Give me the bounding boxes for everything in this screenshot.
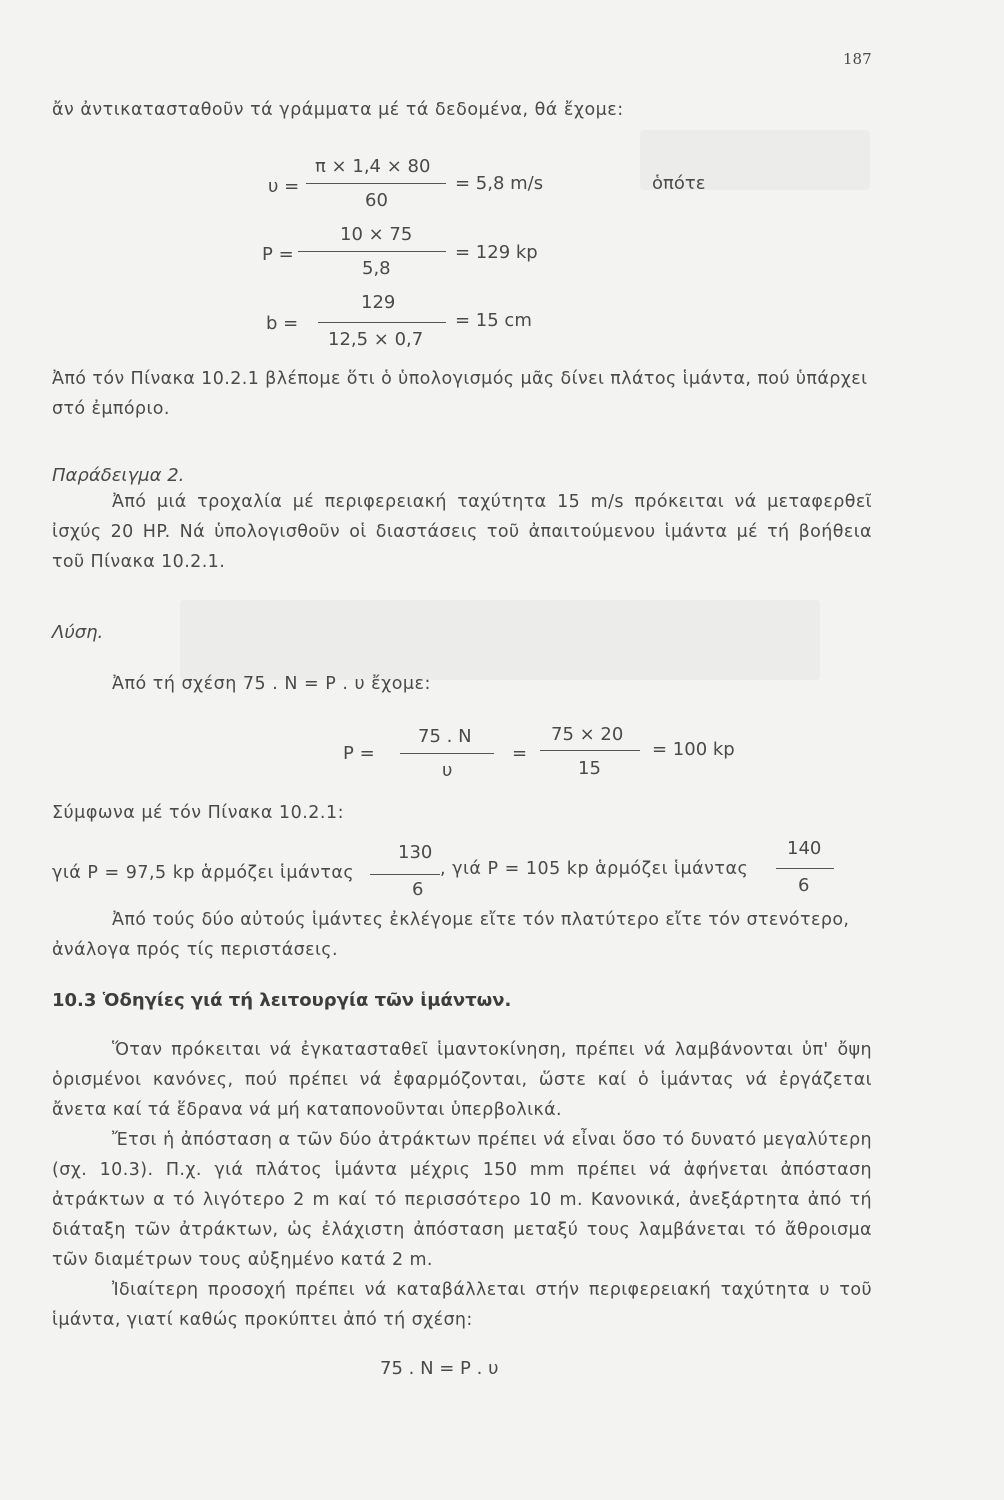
formula-u-denominator: 60 [365,190,388,211]
bleed-through-artifact [180,600,820,680]
choice-text: Ἀπό τούς δύο αὐτούς ἱμάντες ἐκλέγομε εἴτε τόν πλατύτερο εἴτε τόν στενότερο, ἀνάλογα πρός τίς περιστάσεις. [52,910,850,960]
formula-u-lhs: υ = [268,176,300,197]
paragraph-table-result [52,364,872,424]
example-paragraph [52,487,872,577]
formula-p-denominator: 5,8 [362,258,391,279]
fit-frac1-num: 130 [398,842,433,863]
fit-frac2-num: 140 [787,838,822,859]
solution-intro: Ἀπό τή σχέση 75 . N = P . υ ἔχομε: [112,674,431,694]
speed-text: Ἰδιαίτερη προσοχή πρέπει νά καταβάλλεται στήν περιφερειακή ταχύτητα υ τοῦ ἱμάντα, γιατί καθώς προκύπτει ἀπό τή σχέση: [52,1280,872,1330]
formula-b-lhs: b = [266,313,299,334]
formula-u-result: = 5,8 m/s [455,173,544,194]
final-formula: 75 . N = P . υ [380,1358,499,1379]
according-text: Σύμφωνα μέ τόν Πίνακα 10.2.1: [52,803,344,823]
formula-p2-den2: 15 [578,758,601,779]
example-title: Παράδειγμα 2. [52,465,185,486]
fit-line-part1: γιά P = 97,5 kp ἁρμόζει ἱμάντας [52,863,355,883]
formula-p2-den1: υ [442,760,453,781]
formula-u-note: ὁπότε [652,173,706,194]
distance-paragraph [52,1125,872,1275]
rules-paragraph [52,1035,872,1125]
page-number: 187 [843,50,872,68]
fraction-bar [400,753,494,754]
fit-frac2-den: 6 [798,875,810,896]
intro-text: ἄν ἀντικατασταθοῦν τά γράμματα μέ τά δεδομένα, θά ἔχομε: [52,100,624,120]
formula-u-numerator: π × 1,4 × 80 [315,156,431,177]
solution-title: Λύση. [52,622,104,643]
fraction-bar [306,183,446,184]
formula-b-result: = 15 cm [455,310,532,331]
fraction-bar [318,322,446,323]
rules-text: Ὅταν πρόκειται νά ἐγκατασταθεῖ ἱμαντοκίνηση, πρέπει νά λαμβάνονται ὑπ' ὄψη ὁρισμένοι κανόνες, πού πρέπει νά ἐφαρμόζονται, ὥστε καί ὁ ἱμάντας νά ἐργάζεται ἄνετα καί τά ἕδρανα νά μή καταπονοῦνται ὑπερβολικά. [52,1040,872,1120]
formula-p2-num2: 75 × 20 [551,724,624,745]
formula-p2-eq: = [512,743,528,764]
fit-line-part2: , γιά P = 105 kp ἁρμόζει ἱμάντας [440,859,749,879]
fraction-bar [370,874,440,875]
formula-b-denominator: 12,5 × 0,7 [328,329,424,350]
speed-paragraph [52,1275,872,1335]
formula-b-numerator: 129 [361,292,396,313]
fit-frac1-den: 6 [412,879,424,900]
formula-p2-result: = 100 kp [652,739,735,760]
paragraph-text: Ἀπό τόν Πίνακα 10.2.1 βλέπομε ὅτι ὁ ὑπολογισμός μᾶς δίνει πλάτος ἱμάντα, πού ὑπάρχει στό ἐμπόριο. [52,369,868,419]
formula-p-result: = 129 kp [455,242,538,263]
formula-p2-lhs: P = [343,743,375,764]
section-heading: 10.3 Ὁδηγίες γιά τή λειτουργία τῶν ἱμάντων. [52,990,512,1011]
fraction-bar [776,868,834,869]
formula-p-lhs: P = [262,244,294,265]
formula-p2-num1: 75 . N [418,726,472,747]
fraction-bar [298,251,446,252]
formula-p-numerator: 10 × 75 [340,224,413,245]
fraction-bar [540,750,640,751]
example-text: Ἀπό μιά τροχαλία μέ περιφερειακή ταχύτητα 15 m/s πρόκειται νά μεταφερθεῖ ἰσχύς 20 HP. Νά ὑπολογισθοῦν οἱ διαστάσεις τοῦ ἀπαιτούμενου ἱμάντα μέ τή βοήθεια τοῦ Πίνακα 10.2.1. [52,492,872,572]
distance-text: Ἔτσι ἡ ἀπόσταση α τῶν δύο ἀτράκτων πρέπει νά εἶναι ὅσο τό δυνατό μεγαλύτερη (σχ. 10.3). Π.χ. γιά πλάτος ἱμάντα μέχρις 150 mm πρέπει νά ἀφήνεται ἀπόσταση ἀτράκτων α τό λιγότερο 2 m καί τό περισσότερο 10 m. Κανονικά, ἀνεξάρτητα ἀπό τή διάταξη τῶν ἀτράκτων, ὡς ἐλάχιστη ἀπόσταση μεταξύ τους λαμβάνεται τό ἄθροισμα τῶν διαμέτρων τους αὐξημένο κατά 2 m. [52,1130,872,1270]
choice-paragraph [52,905,872,965]
